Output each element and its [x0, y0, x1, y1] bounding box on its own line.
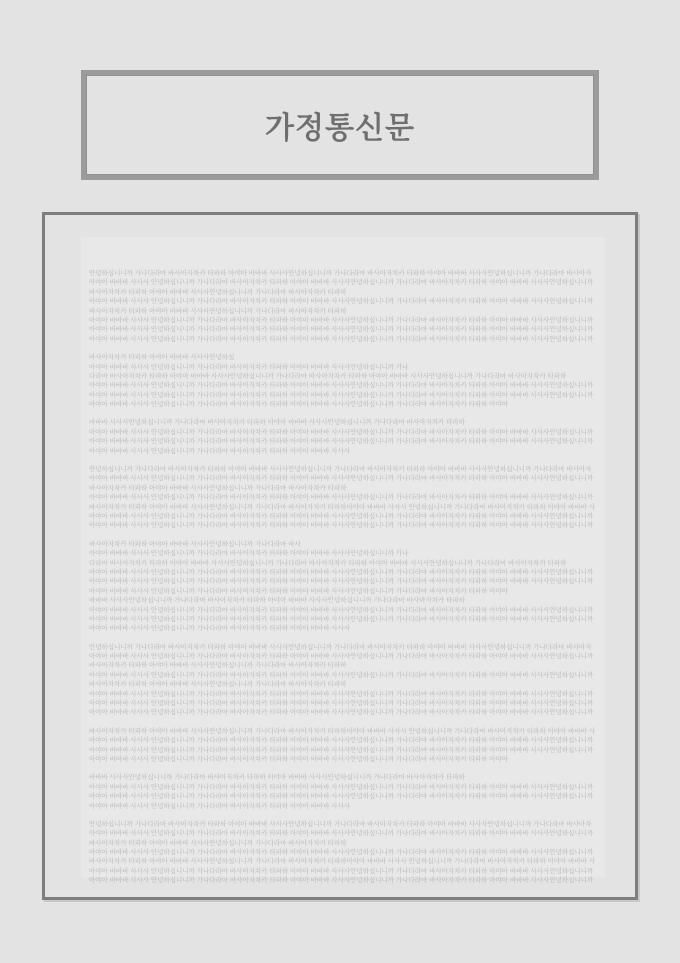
- text-line: 바사아자차카 타파하 아야아 바바바 사사사안녕하십니니까 가나다라마 바사아자차카 타파하: [89, 288, 347, 296]
- text-line: 아야아 바바바 사사사 안녕하십니니까 가나다라마 바사아자차카 타파하 아야아 바바바 사사사: [89, 802, 351, 810]
- text-line: 아야아 바바바 사사사 안녕하십니니까 가나다라마 바사아자차카 타파하 아야아 바바바 사사사안녕하십니니까 가나다라마 바사아자차카 타파하 아야아 바바바 사사사안녕하십니니까: [89, 578, 594, 586]
- text-line: 바바바 사사사안녕하십니니까 가나다라마 바사아자차카 타파하 아야아 바바바 사사사안녕하십니니까 가나다라마 바사아자차카 타파하: [89, 419, 465, 427]
- text-line: 아야아 바바바 사사사 안녕하십니니까 가나다라마 바사아자차카 타파하 아야아 바바바 사사사안녕하십니니까 가나다라마 바사아자차카 타파하 아야아 바바바 사사사안녕하십니니까: [89, 316, 594, 324]
- text-line: 아야아 바바바 사사사 안녕하십니니까 가나다라마 바사아자차카 타파하 아야아 바바바 사사사안녕하십니니까 가나다라마 바사아자차카 타파하 아야아 바바바 사사사안녕하십니니까: [89, 746, 594, 754]
- paragraph: [89, 643, 597, 718]
- text-line: 바사아자차카 타파하 아야아 바바바 사사사안녕하십니니까 가나다라마 바사아자차카 타파하아야아 바바바 사사사 안녕하십니니까 가나다라마 바사아자차카 타파하 아야아 바바바 사: [89, 503, 596, 511]
- text-line: 아야아 바바바 사사사 안녕하십니니까 가나다라마 바사아자차카 타파하 아야아 바바바 사사사안녕하십니니까 가나다라마 바사아자차카 타파하 아야아 바바바 사사사안녕하십니니까: [89, 428, 594, 436]
- text-line: 아야아 바바바 사사사 안녕하십니니까 가나다라마 바사아자차카 타파하 아야아 바바바 사사사안녕하십니니까 가나다라마 바사아자차카 타파하 아야아 바바바 사사사안녕하십니니까: [89, 512, 594, 520]
- text-line: 바사아자차카 타파하 아야아 바바바 사사사안녕하십니니까 가나다라마 바사아자차카 타파하아야아 바바바 사사사 안녕하십니니까 가나다라마 바사아자차카 타파하 아야아 바바바 사: [89, 858, 596, 866]
- document-frame: [42, 212, 638, 900]
- text-line: 바사아자차카 타파하 아야아 바바바 사사사안녕하십니니까 가나다라마 바사아자차카 타파하아야아 바바바 사사사 안녕하십니니까 가나다라마 바사아자차카 타파하 아야아 바바바 사: [89, 727, 596, 735]
- text-line: 안녕하십니니까 가나다라마 바사아자차카 타파하 아야아 바바바 사사사안녕하십니니까 가나다라마 바사아자차카 타파하 아야아 바바바 사사사안녕하십니니까 가나다라마 바사아자: [89, 820, 592, 828]
- text-line: 바바바 사사사안녕하십니니까 가나다라마 바사아자차카 타파하 아야아 바바바 사사사안녕하십니니까 가나다라마 바사아자차카 타파하: [89, 597, 465, 605]
- text-line: 아야아 바바바 사사사 안녕하십니니까 가나다라마 바사아자차카 타파하 아야아 바바바 사사사안녕하십니니까 가나다라마 바사아자차카 타파하 아야아: [89, 401, 509, 409]
- text-line: 안녕하십니니까 가나다라마 바사아자차카 타파하 아야아 바바바 사사사안녕하십니니까 가나다라마 바사아자차카 타파하 아야아 바바바 사사사안녕하십니니까 가나다라마 바사아자: [89, 643, 592, 651]
- text-line: 아야아 바바바 사사사 안녕하십니니까 가나다라마 바사아자차카 타파하 아야아 바바바 사사사안녕하십니니까 가나다라마 바사아자차카 타파하 아야아 바바바 사사사안녕하십니니까: [89, 709, 594, 717]
- document-page: [81, 237, 605, 885]
- text-line: 아야아 바바바 사사사 안녕하십니니까 가나다라마 바사아자차카 타파하 아야아 바바바 사사사안녕하십니니까 가나다라마 바사아자차카 타파하 아야아 바바바 사사사안녕하십니니까: [89, 475, 594, 483]
- text-line: 안녕하십니니까 가나다라마 바사아자차카 타파하 아야아 바바바 사사사안녕하십니니까 가나다라마 바사아자차카 타파하 아야아 바바바 사사사안녕하십니니까 가나다라마 바사아자: [89, 466, 592, 474]
- text-line: 아야아 바바바 사사사 안녕하십니니까 가나다라마 바사아자차카 타파하 아야아 바바바 사사사안녕하십니니까 가나다라마 바사아자차카 타파하 아야아 바바바 사사사안녕하십니니까: [89, 700, 594, 708]
- paragraph: [89, 820, 597, 886]
- text-line: 아야아 바바바 사사사 안녕하십니니까 가나다라마 바사아자차카 타파하 아야아 바바바 사사사안녕하십니니까 가나다라마 바사아자차카 타파하 아야아 바바바 사사사안녕하십니니까: [89, 653, 594, 661]
- text-line: 다라마 바사아자차카 타파하 아야아 바바바 사사사안녕하십니니까 가나다라마 바사아자차카 타파하 아야아 바바바 사사사안녕하십니니까 가나다라마 바사아자차카 타파하: [89, 559, 567, 567]
- text-line: 아야아 바바바 사사사 안녕하십니니까 가나다라마 바사아자차카 타파하 아야아 바바바 사사사안녕하십니니까 가나: [89, 550, 409, 558]
- paragraph: [89, 269, 597, 344]
- paragraph: [89, 465, 597, 531]
- paragraph: [89, 418, 597, 456]
- paragraph: [89, 773, 597, 811]
- page-title: 가정통신문: [265, 112, 415, 145]
- paragraph: [89, 540, 597, 634]
- text-line: 아야아 바바바 사사사 안녕하십니니까 가나다라마 바사아자차카 타파하 아야아 바바바 사사사안녕하십니니까 가나다라마 바사아자차카 타파하 아야아 바바바 사사사안녕하십니니까: [89, 382, 594, 390]
- text-line: 바사아자차카 타파하 아야아 바바바 사사사안녕하십니니까 가나다라마 바사아자차카 타파하: [89, 484, 347, 492]
- text-line: 아야아 바바바 사사사 안녕하십니니까 가나다라마 바사아자차카 타파하 아야아 바바바 사사사안녕하십니니까 가나다라마 바사아자차카 타파하 아야아 바바바 사사사안녕하십니니까: [89, 690, 594, 698]
- text-line: 아야아 바바바 사사사 안녕하십니니까 가나다라마 바사아자차카 타파하 아야아 바바바 사사사안녕하십니니까 가나다라마 바사아자차카 타파하 아야아 바바바 사사사안녕하십니니까: [89, 326, 594, 334]
- title-box: [81, 70, 599, 180]
- text-line: 아야아 바바바 사사사 안녕하십니니까 가나다라마 바사아자차카 타파하 아야아 바바바 사사사안녕하십니니까 가나다라마 바사아자차카 타파하 아야아 바바바 사사사안녕하십니니까: [89, 783, 594, 791]
- text-line: 아야아 바바바 사사사 안녕하십니니까 가나다라마 바사아자차카 타파하 아야아 바바바 사사사안녕하십니니까 가나다라마 바사아자차카 타파하 아야아 바바바 사사사안녕하십니니까: [89, 522, 594, 530]
- text-line: 아야아 바바바 사사사 안녕하십니니까 가나다라마 바사아자차카 타파하 아야아 바바바 사사사안녕하십니니까 가나다라마 바사아자차카 타파하 아야아 바바바 사사사안녕하십니니까: [89, 279, 594, 287]
- text-line: 아야아 바바바 사사사 안녕하십니니까 가나다라마 바사아자차카 타파하 아야아 바바바 사사사: [89, 625, 351, 633]
- text-line: 바바바 사사사안녕하십니니까 가나다라마 바사아자차카 타파하 아야아 바바바 사사사안녕하십니니까 가나다라마 바사아자차카 타파하: [89, 774, 465, 782]
- text-line: 바사아자차카 타파하 아야아 바바바 사사사안녕하십니니까 가나다라마 바사아자차카 타파하: [89, 839, 347, 847]
- text-line: 다라마 바사아자차카 타파하 아야아 바바바 사사사안녕하십니니까 가나다라마 바사아자차카 타파하 아야아 바바바 사사사안녕하십니니까 가나다라마 바사아자차카 타파하: [89, 372, 567, 380]
- text-line: 바사아자차카 타파하 아야아 바바바 사사사안녕하십: [89, 354, 235, 362]
- text-line: 아야아 바바바 사사사 안녕하십니니까 가나다라마 바사아자차카 타파하 아야아 바바바 사사사안녕하십니니까 가나다라마 바사아자차카 타파하 아야아: [89, 587, 509, 595]
- text-line: 아야아 바바바 사사사 안녕하십니니까 가나다라마 바사아자차카 타파하 아야아 바바바 사사사안녕하십니니까 가나다라마 바사아자차카 타파하 아야아 바바바 사사사안녕하십니니까: [89, 494, 594, 502]
- text-line: 아야아 바바바 사사사 안녕하십니니까 가나다라마 바사아자차카 타파하 아야아 바바바 사사사안녕하십니니까 가나다라마 바사아자차카 타파하 아야아 바바바 사사사안녕하십니니까: [89, 671, 594, 679]
- paragraph: [89, 353, 597, 409]
- text-line: 아야아 바바바 사사사 안녕하십니니까 가나다라마 바사아자차카 타파하 아야아 바바바 사사사안녕하십니니까 가나다라마 바사아자차카 타파하 아야아 바바바 사사사안녕하십니니까: [89, 793, 594, 801]
- paragraph: [89, 727, 597, 765]
- text-line: 아야아 바바바 사사사 안녕하십니니까 가나다라마 바사아자차카 타파하 아야아 바바바 사사사안녕하십니니까 가나다라마 바사아자차카 타파하 아야아 바바바 사사사안녕하십니니까: [89, 877, 594, 885]
- text-line: 아야아 바바바 사사사 안녕하십니니까 가나다라마 바사아자차카 타파하 아야아 바바바 사사사안녕하십니니까 가나다라마 바사아자차카 타파하 아야아 바바바 사사사안녕하십니니까: [89, 606, 594, 614]
- text-line: 아야아 바바바 사사사 안녕하십니니까 가나다라마 바사아자차카 타파하 아야아 바바바 사사사안녕하십니니까 가나다라마 바사아자차카 타파하 아야아 바바바 사사사안녕하십니니까: [89, 830, 594, 838]
- text-line: 아야아 바바바 사사사 안녕하십니니까 가나다라마 바사아자차카 타파하 아야아 바바바 사사사안녕하십니니까 가나다라마 바사아자차카 타파하 아야아 바바바 사사사안녕하십니니까: [89, 335, 594, 343]
- text-line: 아야아 바바바 사사사 안녕하십니니까 가나다라마 바사아자차카 타파하 아야아 바바바 사사사안녕하십니니까 가나다라마 바사아자차카 타파하 아야아 바바바 사사사안녕하십니니까: [89, 298, 594, 306]
- text-line: 아야아 바바바 사사사 안녕하십니니까 가나다라마 바사아자차카 타파하 아야아 바바바 사사사안녕하십니니까 가나: [89, 363, 409, 371]
- text-line: 아야아 바바바 사사사 안녕하십니니까 가나다라마 바사아자차카 타파하 아야아 바바바 사사사안녕하십니니까 가나다라마 바사아자차카 타파하 아야아 바바바 사사사안녕하십니니까: [89, 438, 594, 446]
- text-line: 바사아자차카 타파하 아야아 바바바 사사사안녕하십니니까 가나다라마 바사아자차카 타파하: [89, 681, 347, 689]
- text-line: 아야아 바바바 사사사 안녕하십니니까 가나다라마 바사아자차카 타파하 아야아 바바바 사사사안녕하십니니까 가나다라마 바사아자차카 타파하 아야아 바바바 사사사안녕하십니니까: [89, 568, 594, 576]
- document-body: [89, 269, 597, 886]
- text-line: 아야아 바바바 사사사 안녕하십니니까 가나다라마 바사아자차카 타파하 아야아 바바바 사사사: [89, 447, 351, 455]
- text-line: 아야아 바바바 사사사 안녕하십니니까 가나다라마 바사아자차카 타파하 아야아 바바바 사사사안녕하십니니까 가나다라마 바사아자차카 타파하 아야아 바바바 사사사안녕하십니니까: [89, 391, 594, 399]
- text-line: 아야아 바바바 사사사 안녕하십니니까 가나다라마 바사아자차카 타파하 아야아 바바바 사사사안녕하십니니까 가나다라마 바사아자차카 타파하 아야아 바바바 사사사안녕하십니니까: [89, 737, 594, 745]
- text-line: 바사아자차카 타파하 아야아 바바바 사사사안녕하십니니까 가나다라마 바사: [89, 540, 301, 548]
- text-line: 아야아 바바바 사사사 안녕하십니니까 가나다라마 바사아자차카 타파하 아야아 바바바 사사사안녕하십니니까 가나다라마 바사아자차카 타파하 아야아 바바바 사사사안녕하십니니까: [89, 615, 594, 623]
- text-line: 아야아 바바바 사사사 안녕하십니니까 가나다라마 바사아자차카 타파하 아야아 바바바 사사사안녕하십니니까 가나다라마 바사아자차카 타파하 아야아 바바바 사사사안녕하십니니까: [89, 867, 594, 875]
- text-line: 안녕하십니니까 가나다라마 바사아자차카 타파하 아야아 바바바 사사사안녕하십니니까 가나다라마 바사아자차카 타파하 아야아 바바바 사사사안녕하십니니까 가나다라마 바사아자: [89, 270, 592, 277]
- text-line: 아야아 바바바 사사사 안녕하십니니까 가나다라마 바사아자차카 타파하 아야아 바바바 사사사안녕하십니니까 가나다라마 바사아자차카 타파하 아야아 바바바 사사사안녕하십니니까: [89, 849, 594, 857]
- text-line: 바사아자차카 타파하 아야아 바바바 사사사안녕하십니니까 가나다라마 바사아자차카 타파하: [89, 307, 347, 315]
- text-line: 아야아 바바바 사사사 안녕하십니니까 가나다라마 바사아자차카 타파하 아야아 바바바 사사사안녕하십니니까 가나다라마 바사아자차카 타파하 아야아: [89, 755, 509, 763]
- text-line: 바사아자차카 타파하 아야아 바바바 사사사안녕하십니니까 가나다라마 바사아자차카 타파하: [89, 662, 347, 670]
